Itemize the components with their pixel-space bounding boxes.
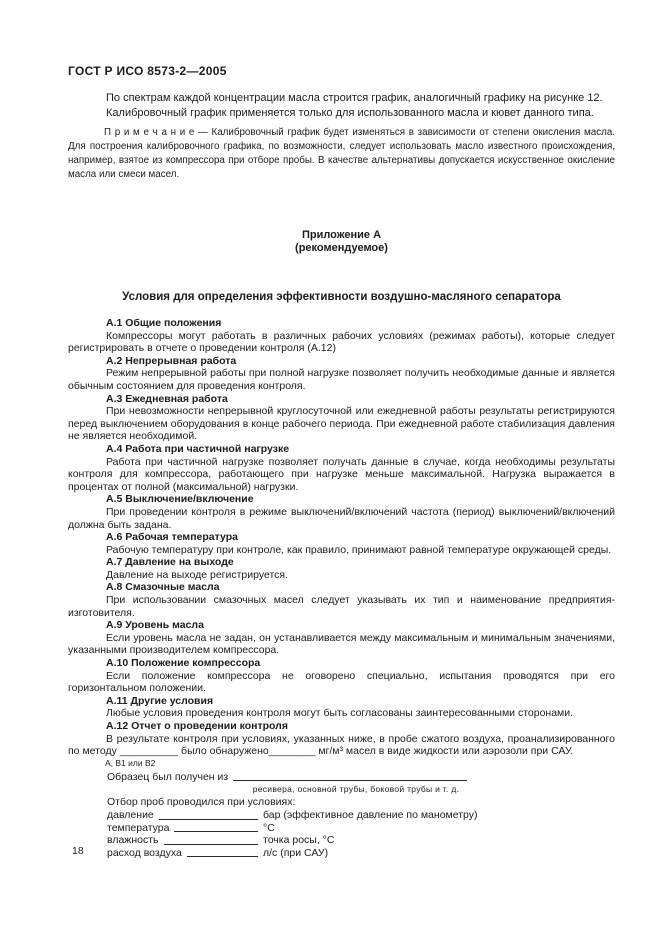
- section-heading-a6: А.6 Рабочая температура: [106, 531, 238, 544]
- condition-suffix: л/с (при САУ): [263, 846, 329, 859]
- section-heading-a3: А.3 Ежедневная работа: [106, 392, 228, 405]
- appendix-sublabel: (рекомендуемое): [295, 242, 388, 254]
- condition-blank: [159, 809, 258, 820]
- condition-blank: [164, 834, 259, 845]
- section-heading-a11: А.11 Другие условия: [106, 694, 214, 707]
- condition-left: [107, 822, 258, 835]
- condition-left: [107, 834, 258, 847]
- section-heading-a5: А.5 Выключение/включение: [106, 493, 254, 506]
- section-heading-a7: А.7 Давление на выходе: [106, 556, 234, 569]
- condition-row-humidity: [107, 834, 615, 847]
- section-body-a3: При невозможности непрерывной круглосуточной или ежедневной работы результаты регистрируются перед выключением оборудования в конце рабочего периода. При ежедневной работе стабилизация давления не является необходимой.: [68, 405, 615, 443]
- condition-suffix: бар (эффективное давление по манометру): [263, 808, 478, 821]
- section-heading-a1: А.1 Общие положения: [106, 317, 222, 329]
- section-body-a7: Давление на выходе регистрируется.: [106, 568, 289, 581]
- condition-left: [107, 809, 258, 822]
- condition-suffix: точка росы, °С: [263, 834, 335, 847]
- page-number: 18: [72, 845, 84, 857]
- section-body-a11: Любые условия проведения контроля могут быть согласованы заинтересованными сторонами.: [106, 707, 574, 720]
- condition-suffix: °С: [263, 821, 275, 834]
- intro-paragraph-1: По спектрам каждой концентрации масла строится график, аналогичный графику на рисунке 12.: [106, 92, 603, 104]
- section-body-a10: Если положение компрессора не оговорено специально, испытания проводятся при его горизонтальном положении.: [68, 669, 615, 695]
- condition-blank: [187, 847, 258, 858]
- appendix-sections: [68, 317, 615, 768]
- section-body-a2: Режим непрерывной работы при полной нагрузке позволяет получить необходимые данные и является обычным состоянием для проведения контроля.: [68, 367, 615, 392]
- condition-label: расход воздуха: [107, 846, 182, 859]
- section-body-a6: Рабочую температуру при контроле, как правило, принимают равной температуре окружающей среды.: [106, 543, 612, 556]
- method-options-note: А, В1 или В2: [105, 757, 156, 768]
- sample-source-line: [107, 771, 467, 784]
- note-paragraph: П р и м е ч а н и е — Калибровочный график будет изменяться в зависимости от степени окисления масла. Для построения калибровочного графика, по возможности, следует использовать масло известного происхождения, например, взятое из компрессора при отборе пробы. В качестве альтернативы допускается искусственное окисление масла или смеси масел.: [68, 127, 615, 180]
- condition-label: давление: [107, 808, 154, 821]
- section-body-a8: При использовании смазочных масел следует указывать их тип и наименование предприятия-изготовителя.: [68, 594, 615, 619]
- condition-row-pressure: [107, 809, 615, 822]
- appendix-title: Условия для определения эффективности воздушно-масляного сепаратора: [122, 291, 561, 303]
- section-heading-a4: А.4 Работа при частичной нагрузке: [106, 442, 290, 455]
- sample-source-hint: ресивера, основной трубы, боковой трубы и т. д.: [252, 784, 460, 795]
- appendix-label-block: [68, 229, 615, 255]
- section-heading-a10: А.10 Положение компрессора: [106, 657, 261, 670]
- section-heading-a12: А.12 Отчет о проведении контроля: [106, 720, 288, 732]
- section-heading-a8: А.8 Смазочные масла: [106, 581, 220, 594]
- condition-row-temperature: [107, 822, 615, 835]
- document-standard-header: ГОСТ Р ИСО 8573-2—2005: [68, 64, 227, 78]
- sample-source-blank: [233, 771, 467, 782]
- condition-label: температура: [107, 821, 170, 834]
- condition-blank: [174, 822, 258, 833]
- sampling-conditions-intro: Отбор проб проводился при условиях:: [107, 796, 296, 809]
- section-heading-a2: А.2 Непрерывная работа: [106, 354, 237, 367]
- condition-row-airflow: [107, 847, 615, 860]
- section-body-a12: В результате контроля при условиях, указанных ниже, в пробе сжатого воздуха, проанализированного по методу __________ было обнаружено________ мг/м³ масел в виде жидкости или аэрозоли при САУ.: [68, 732, 615, 758]
- section-body-a5: При проведении контроля в режиме выключений/включений частота (период) выключений/включений должна быть задана.: [68, 505, 615, 531]
- appendix-label: Приложение А: [301, 229, 382, 241]
- section-body-a4: Работа при частичной нагрузке позволяет получать данные в случае, когда необходимы результаты контроля для компрессора, работающего при нагрузке меньше максимальной. Нагрузка выражается в процентах от полной (максимальной) нагрузки.: [68, 455, 615, 493]
- intro-block: [68, 91, 615, 121]
- condition-left: [107, 847, 258, 860]
- condition-label: влажность: [107, 834, 159, 847]
- intro-paragraph-2: Калибровочный график применяется только для использованного масла и кювет данного типа.: [106, 107, 594, 119]
- section-body-a1: Компрессоры могут работать в различных рабочих условиях (режимах работы), которые следует регистрировать в отчете о проведении контроля (А.12): [68, 329, 615, 355]
- sample-source-label: Образец был получен из: [107, 770, 229, 783]
- report-form-block: [68, 771, 615, 860]
- section-heading-a9: А.9 Уровень масла: [106, 619, 204, 632]
- section-body-a9: Если уровень масла не задан, он устанавливается между максимальным и минимальным значениями, указанными производителем компрессора.: [68, 631, 615, 657]
